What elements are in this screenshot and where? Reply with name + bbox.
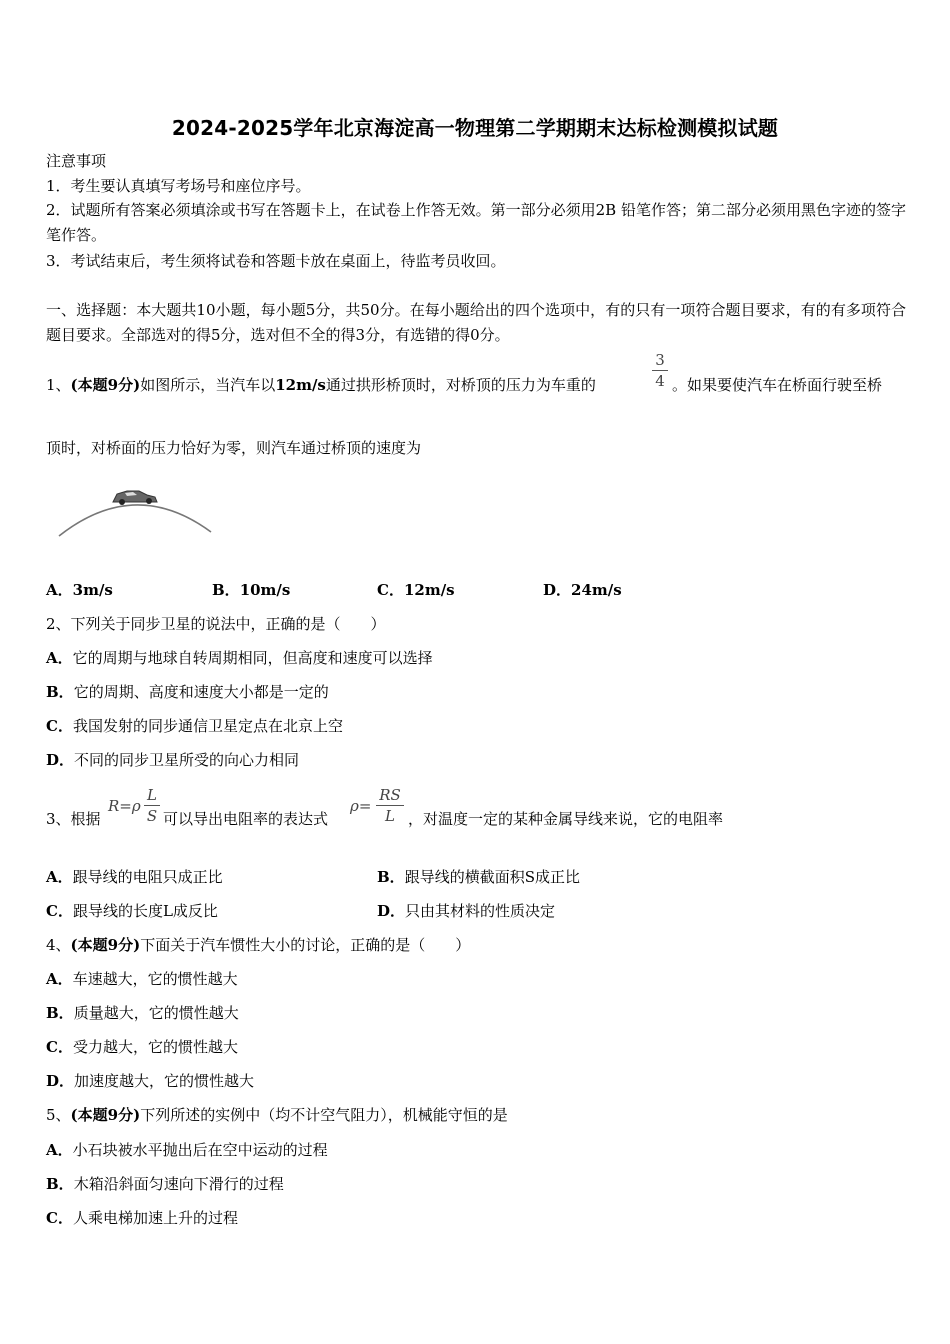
notice-item: 1．考生要认真填写考场号和座位序号。 bbox=[46, 177, 311, 195]
option-a: A．小石块被水平抛出后在空中运动的过程 bbox=[46, 1141, 328, 1159]
question-text: 可以导出电阻率的表达式 bbox=[163, 810, 329, 828]
option-d: D．只由其材料的性质决定 bbox=[377, 902, 556, 920]
question-2-stem: 2、下列关于同步卫星的说法中，正确的是（ ） bbox=[46, 615, 386, 633]
option-c: C．受力越大，它的惯性越大 bbox=[46, 1038, 238, 1056]
option-b: B．跟导线的横截面积S成正比 bbox=[377, 868, 580, 886]
speed-value: 12m/s bbox=[275, 376, 326, 394]
option-a: A．3m/s bbox=[46, 581, 113, 599]
option-a: A．它的周期与地球自转周期相同，但高度和速度可以选择 bbox=[46, 649, 433, 667]
question-text: 通过拱形桥顶时，对桥顶的压力为车重的 bbox=[325, 376, 596, 394]
question-1-line1 bbox=[46, 375, 596, 395]
question-5-stem: 5、(本题9分)下列所述的实例中（均不计空气阻力），机械能守恒的是 bbox=[46, 1106, 508, 1124]
option-d: D．不同的同步卫星所受的向心力相同 bbox=[46, 751, 300, 769]
option-b: B．木箱沿斜面匀速向下滑行的过程 bbox=[46, 1175, 284, 1193]
option-c: C．人乘电梯加速上升的过程 bbox=[46, 1209, 238, 1227]
car-icon bbox=[113, 491, 157, 505]
option-b: B．10m/s bbox=[212, 581, 291, 599]
formula-rho-fraction bbox=[376, 785, 404, 826]
option-c: C．跟导线的长度L成反比 bbox=[46, 902, 218, 920]
question-1-line2: 顶时，对桥面的压力恰好为零，则汽车通过桥顶的速度为 bbox=[46, 439, 422, 457]
option-d: D．加速度越大，它的惯性越大 bbox=[46, 1072, 255, 1090]
fraction-denominator: 4 bbox=[655, 372, 665, 390]
question-3-prefix: 3、根据 bbox=[46, 810, 101, 828]
formula-r-fraction bbox=[144, 785, 160, 826]
fraction-numerator: RS bbox=[379, 786, 401, 804]
question-text: 如图所示，当汽车以 bbox=[140, 376, 276, 394]
question-score: (本题9分) bbox=[70, 376, 141, 394]
fraction-denominator: L bbox=[385, 807, 395, 825]
option-b: B．它的周期、高度和速度大小都是一定的 bbox=[46, 683, 329, 701]
option-a: A．跟导线的电阻只成正比 bbox=[46, 868, 223, 886]
notice-heading: 注意事项 bbox=[46, 152, 107, 170]
fraction-numerator: 3 bbox=[655, 351, 665, 369]
page-title: 2024-2025学年北京海淀高一物理第二学期期末达标检测模拟试题 bbox=[171, 116, 779, 140]
option-c: C．12m/s bbox=[377, 581, 455, 599]
section-heading: 一、选择题：本大题共10小题，每小题5分，共50分。在每小题给出的四个选项中，有的只有一项符合题目要求，有的有多项符合题目要求。全部选对的得5分，选对但不全的得3分，有选错的得0分。 bbox=[46, 301, 906, 344]
question-number: 1、 bbox=[46, 376, 71, 394]
arch-bridge-figure bbox=[55, 480, 215, 542]
notice-item: 3．考试结束后，考生须将试卷和答题卡放在桌面上，待监考员收回。 bbox=[46, 252, 506, 270]
option-c: C．我国发射的同步通信卫星定点在北京上空 bbox=[46, 717, 343, 735]
notice-item: 2．试题所有答案必须填涂或书写在答题卡上，在试卷上作答无效。第一部分必须用2B 铅笔作答；第二部分必须用黑色字迹的签字笔作答。 bbox=[46, 201, 906, 244]
question-4-stem: 4、(本题9分)下面关于汽车惯性大小的讨论，正确的是（ ） bbox=[46, 936, 471, 954]
fraction-numerator: L bbox=[147, 786, 157, 804]
question-text: ，对温度一定的某种金属导线来说，它的电阻率 bbox=[408, 810, 724, 828]
option-d: D．24m/s bbox=[543, 581, 622, 599]
option-b: B．质量越大，它的惯性越大 bbox=[46, 1004, 239, 1022]
question-text: 。如果要使汽车在桥面行驶至桥 bbox=[672, 376, 883, 394]
formula-r-lhs: R=ρ bbox=[108, 797, 141, 815]
formula-rho-lhs: ρ= bbox=[350, 797, 372, 815]
fraction-denominator: S bbox=[146, 807, 158, 825]
fraction-three-quarters bbox=[652, 350, 668, 391]
option-a: A．车速越大，它的惯性越大 bbox=[46, 970, 238, 988]
